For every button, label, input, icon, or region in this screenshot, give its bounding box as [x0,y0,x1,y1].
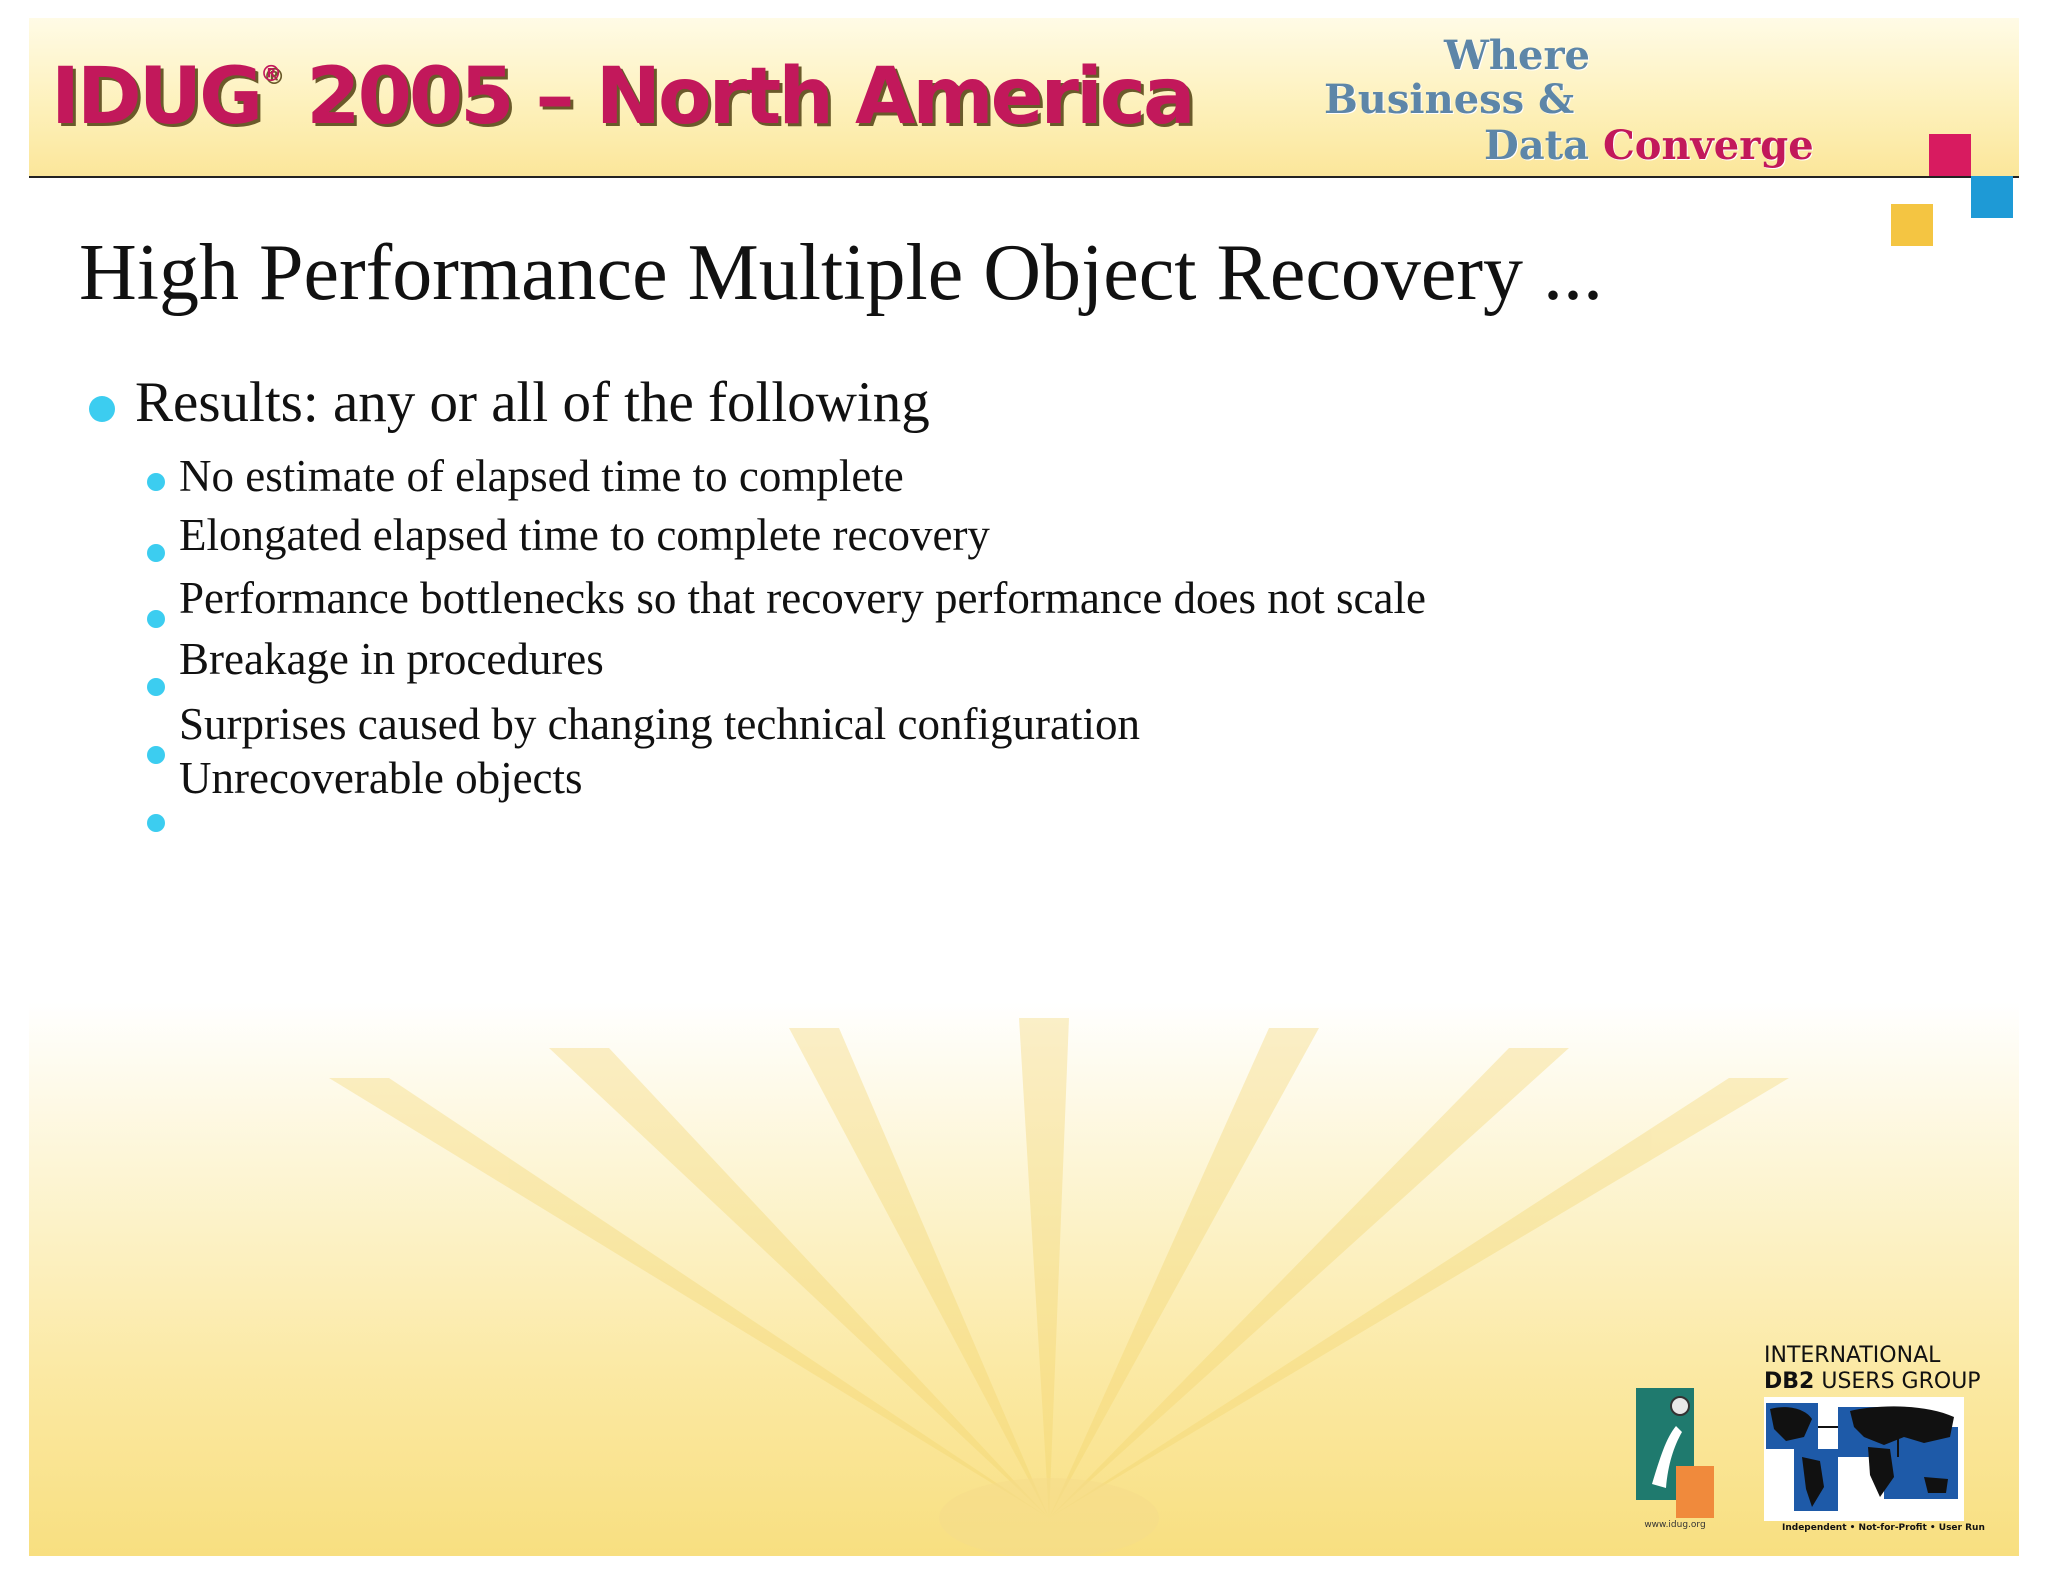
sub-bullet-dot [147,610,165,628]
world-map-icon [1764,1397,1964,1521]
logo-international: INTERNATIONAL [1764,1343,1941,1368]
bullet-dot [89,396,115,422]
sunburst-decoration [29,1018,2019,1556]
conference-name: IDUG [51,52,261,142]
sub-bullet-dot [147,678,165,696]
idug-i-logo [1636,1388,1706,1530]
sub-bullet-item: Breakage in procedures [179,634,604,684]
sub-bullet-item: Surprises caused by changing technical configuration [179,699,1140,749]
logo-footer: Independent • Not-for-Profit • User Run [1782,1523,1985,1533]
logo-users-group: USERS GROUP [1814,1369,1981,1394]
sub-bullet-item: Performance bottlenecks so that recovery performance does not scale [179,573,1426,623]
tagline-line-1: Where [1444,32,1590,79]
decor-square-gold [1891,204,1933,246]
tagline-converge: Converge [1602,122,1814,169]
sub-bullet-dot [147,473,165,491]
sub-bullet-dot [147,746,165,764]
sub-bullet-item: Elongated elapsed time to complete recovery [179,510,990,560]
decor-square-blue [1971,176,2013,218]
sub-bullet-dot [147,814,165,832]
conference-banner [29,18,2019,178]
sub-bullet-item: No estimate of elapsed time to complete [179,451,904,501]
bullet-results: Results: any or all of the following [135,371,930,434]
logo-db2: DB2 [1764,1369,1815,1394]
conference-year-region: 2005 – North America [282,52,1193,142]
tagline-line-2: Business & [1324,76,1575,123]
slide-title: High Performance Multiple Object Recovery ... [79,229,1603,317]
conference-title [51,52,1193,142]
registered-mark: ® [260,62,283,87]
idug-url: www.idug.org [1644,1520,1706,1530]
sub-bullet-item: Unrecoverable objects [179,753,583,803]
decor-square-pink [1929,134,1971,176]
logo-db2-users-group [1764,1369,1981,1394]
tagline-line-3 [1484,122,1814,169]
international-db2-users-group-logo [1764,1343,1985,1533]
sub-bullet-dot [147,544,165,562]
tagline-data: Data [1484,122,1603,169]
idug-i-logo-icon [1636,1388,1714,1518]
slide [29,18,2019,1556]
